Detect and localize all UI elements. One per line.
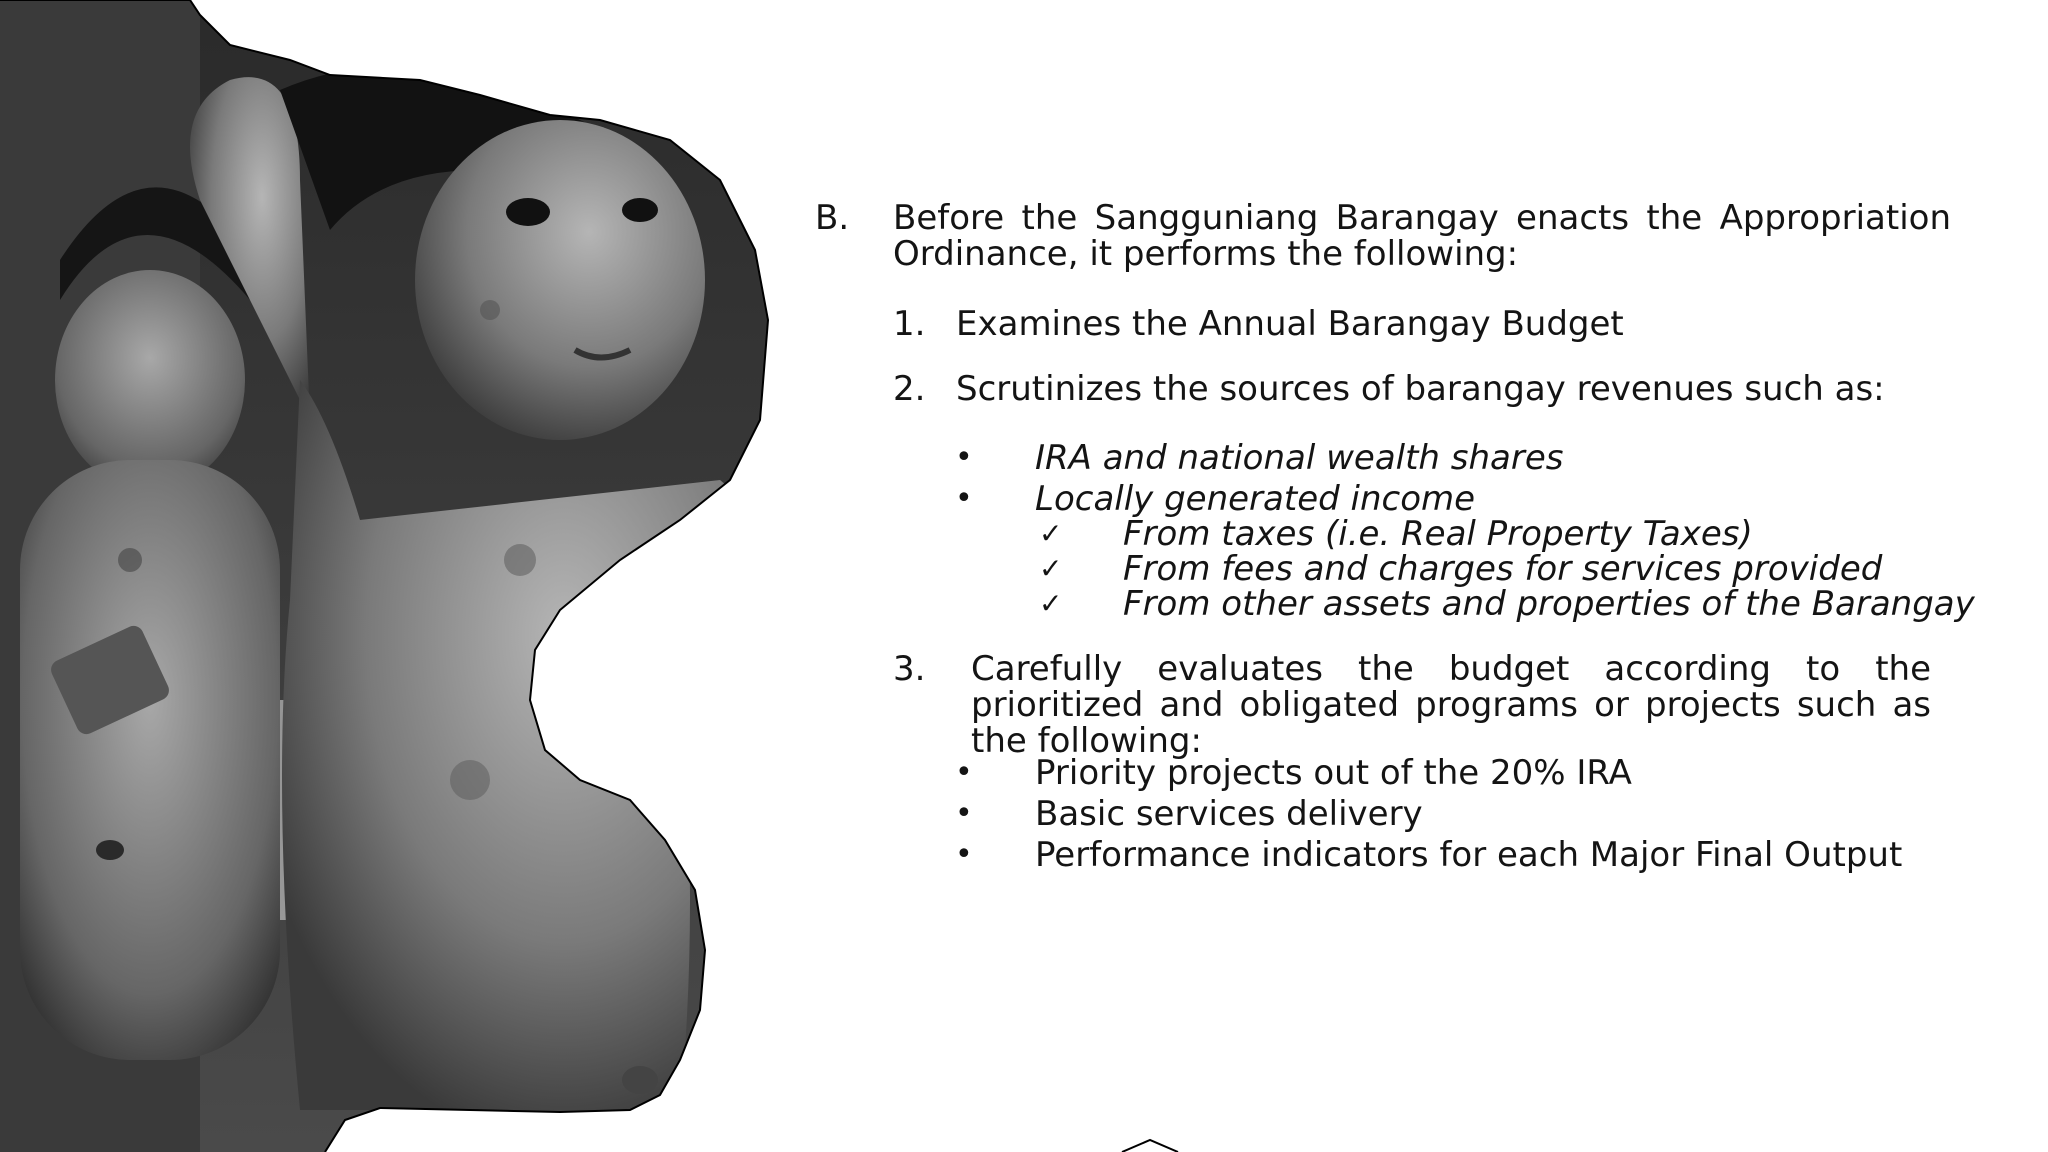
bullet-text: Basic services delivery [1035, 794, 1423, 834]
item-text: Scrutinizes the sources of barangay revenues such as: [956, 369, 1885, 409]
checkmark-icon: ✓ [1039, 587, 1063, 620]
bullet-text: Performance indicators for each Major Final Output [1035, 835, 1903, 875]
bullet-text: Priority projects out of the 20% IRA [1035, 753, 1632, 793]
bullet-text: Locally generated income [1035, 479, 1476, 519]
section-b [815, 200, 1975, 272]
bullet-text: IRA and national wealth shares [1035, 438, 1564, 478]
item-number: 1. [893, 304, 926, 344]
list-item [955, 481, 1475, 517]
bullet-icon: • [955, 481, 973, 516]
bullet-icon: • [955, 837, 973, 872]
list-item [955, 440, 1564, 476]
check-text: From taxes (i.e. Real Property Taxes) [1123, 514, 1753, 554]
check-text: From other assets and properties of the Barangay [1123, 584, 1975, 624]
list-item [955, 755, 1632, 791]
bullet-icon: • [955, 440, 973, 475]
section-letter: B. [815, 198, 850, 238]
bullet-icon: • [955, 755, 973, 790]
item-text: Carefully evaluates the budget according to the prioritized and obligated programs or projects such as the following: [971, 649, 1931, 761]
child-photo-icon [0, 0, 800, 1152]
list-item [1039, 516, 1753, 552]
document-body [815, 198, 1975, 875]
check-text: From fees and charges for services provided [1123, 549, 1883, 589]
item-number: 2. [893, 369, 926, 409]
section-intro: Before the Sangguniang Barangay enacts the Appropriation Ordinance, it performs the following: [893, 198, 1951, 274]
list-item-2 [893, 371, 1885, 407]
list-item [955, 837, 1902, 873]
corner-mark-icon [1120, 1138, 1180, 1152]
list-item [1039, 551, 1882, 587]
item-number: 3. [893, 649, 926, 689]
list-item-3 [893, 651, 1973, 759]
checkmark-icon: ✓ [1039, 552, 1063, 585]
list-item [1039, 586, 1975, 622]
children-photo [0, 0, 800, 1152]
item-text: Examines the Annual Barangay Budget [956, 304, 1624, 344]
checkmark-icon: ✓ [1039, 517, 1063, 550]
bullet-icon: • [955, 796, 973, 831]
list-item-1 [893, 306, 1624, 342]
list-item [955, 796, 1423, 832]
